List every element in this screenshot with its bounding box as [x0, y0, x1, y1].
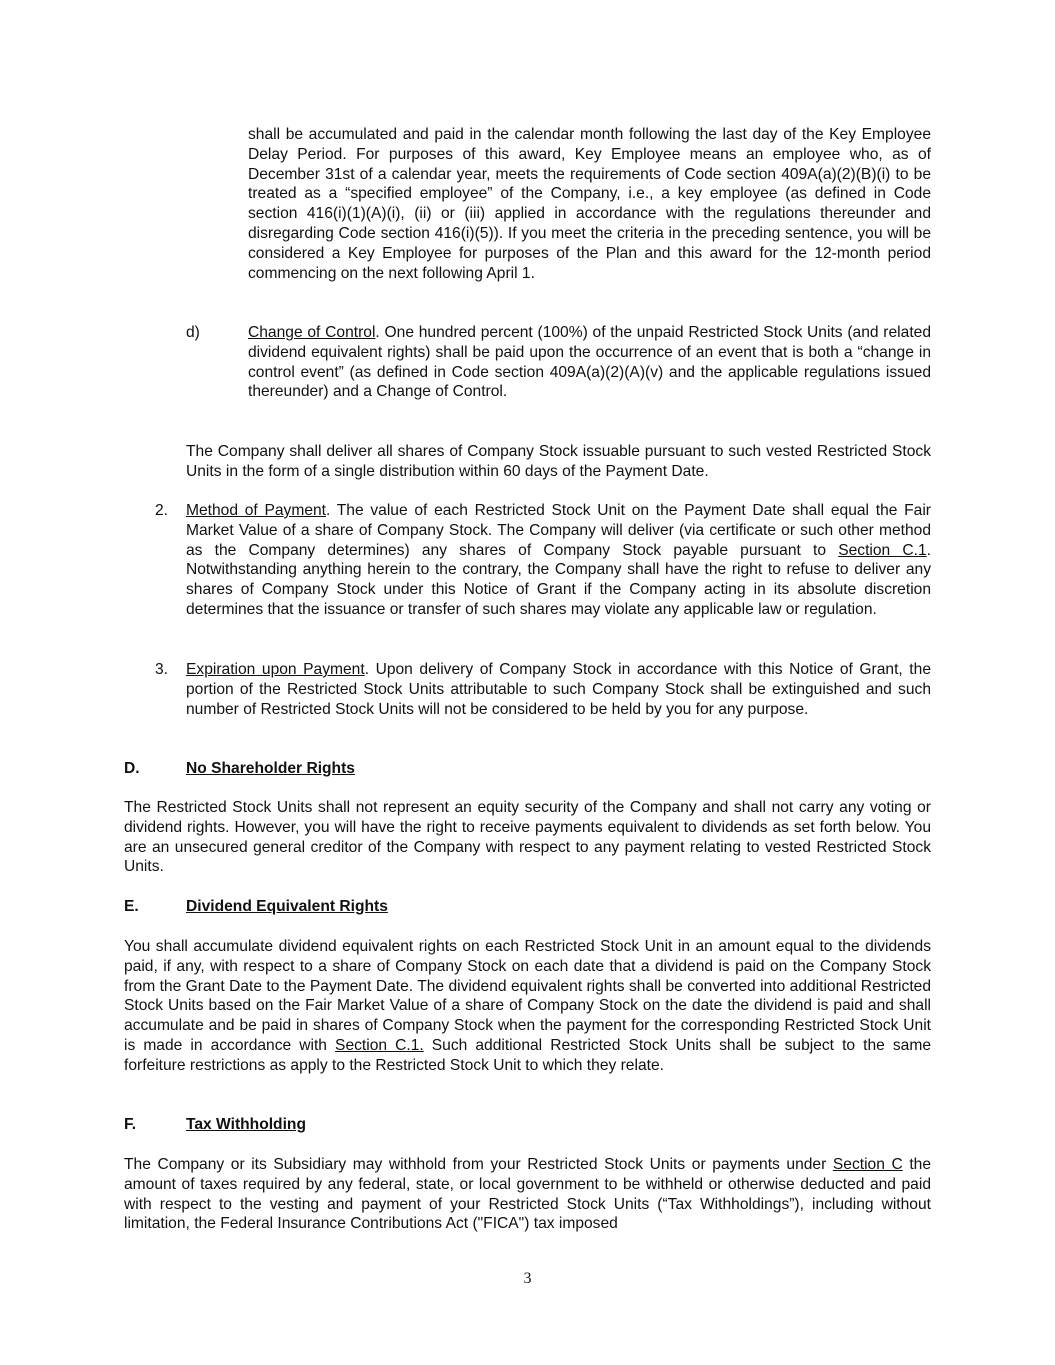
section-e-body-b: Such additional Restricted Stock Units shall be subject to the same forfeiture restrictions as apply to the Restricted Stock Unit to which they relate.: [124, 1036, 931, 1074]
section-f-letter: F.: [124, 1116, 137, 1133]
section-e-body-a: You shall accumulate dividend equivalent rights on each Restricted Stock Unit in an amount equal to the dividends paid, if any, with respect to a share of Company Stock on each date that a dividend is paid on the Company Stock from the Grant Date to the Payment Date. The dividend equivalent rights shall be converted into additional Restricted Stock Units based on the Fair Market Value of a share of Company Stock on the date the dividend is paid and shall accumulate and be paid in shares of Company Stock when the payment for the corresponding Restricted Stock Unit is made in accordance with: [124, 938, 931, 1054]
section-f-heading: [124, 1115, 306, 1135]
page-number: 3: [523, 1270, 532, 1287]
item-d-paragraph: [248, 323, 931, 402]
section-e-reference: Section C.1.: [335, 1036, 424, 1054]
section-d-letter: D.: [124, 760, 140, 777]
item-2-marker: 2.: [155, 502, 169, 519]
item-2-paragraph: [186, 501, 931, 620]
section-f-body-b: the amount of taxes required by any federal, state, or local government to be withheld or otherwise deducted and paid with respect to the vesting and payment of your Restricted Stock Units (“Tax Withholdings”), including without limitation, the Federal Insurance Contributions Act ("FICA") tax imposed: [124, 1156, 931, 1233]
delivery-paragraph: The Company shall deliver all shares of Company Stock issuable pursuant to such vested Restricted Stock Units in the form of a single distribution within 60 days of the Payment Date.: [186, 443, 931, 480]
item-2-text-a: . The value of each Restricted Stock Unit on the Payment Date shall equal the Fair Market Value of a share of Company Stock. The Company will deliver (via certificate or such other method as the Company determines) any shares of Company Stock payable pursuant to: [186, 502, 931, 559]
section-f-body-a: The Company or its Subsidiary may withhold from your Restricted Stock Units or payments under: [124, 1156, 833, 1173]
section-e-heading: [124, 897, 388, 917]
continuation-paragraph: shall be accumulated and paid in the calendar month following the last day of the Key Employee Delay Period. For purposes of this award, Key Employee means an employee who, as of December 31st of a calendar year, meets the requirements of Code section 409A(a)(2)(B)(i) to be treated as a “specified employee” of the Company, i.e., a key employee (as defined in Code section 416(i)(1)(A)(i), (ii) or (iii) applied in accordance with the regulations thereunder and disregarding Code section 416(i)(5)). If you meet the criteria in the preceding sentence, you will be considered a Key Employee for purposes of the Plan and this award for the 12-month period commencing on the next following April 1.: [248, 126, 931, 282]
section-f-reference: Section C: [832, 1156, 903, 1173]
item-2-text-b: . Notwithstanding anything herein to the contrary, the Company shall have the right to refuse to deliver any shares of Company Stock under this Notice of Grant if the Company acting in its absolute discretion determines that the issuance or transfer of such shares may violate any applicable law or regulation.: [186, 541, 931, 618]
section-e-body: [124, 937, 931, 1076]
section-d-title: No Shareholder Rights: [186, 760, 355, 777]
section-f-title: Tax Withholding: [186, 1116, 306, 1133]
item-d-marker: d): [186, 324, 200, 341]
section-c1-reference: Section C.1: [838, 541, 927, 559]
item-3-paragraph: [186, 660, 931, 719]
item-d-text: . One hundred percent (100%) of the unpaid Restricted Stock Units (and related dividend equivalent rights) shall be paid upon the occurrence of an event that is both a “change in control event” (as defined in Code section 409A(a)(2)(A)(v) and the applicable regulations issued thereunder) and a Change of Control.: [248, 324, 931, 401]
section-f-body: [124, 1155, 931, 1234]
section-e-letter: E.: [124, 898, 139, 915]
item-3-title: Expiration upon Payment: [186, 661, 365, 678]
item-3-marker: 3.: [155, 661, 169, 678]
item-3-text: . Upon delivery of Company Stock in accordance with this Notice of Grant, the portion of the Restricted Stock Units attributable to such Company Stock shall be extinguished and such number of Restricted Stock Units will not be considered to be held by you for any purpose.: [186, 661, 931, 718]
section-d-body: The Restricted Stock Units shall not represent an equity security of the Company and shall not carry any voting or dividend rights. However, you will have the right to receive payments equivalent to dividends as set forth below. You are an unsecured general creditor of the Company with respect to any payment relating to vested Restricted Stock Units.: [124, 799, 931, 876]
item-d-title: Change of Control: [248, 324, 376, 341]
section-e-title: Dividend Equivalent Rights: [186, 898, 388, 915]
section-d-heading: [124, 759, 355, 779]
item-2-title: Method of Payment: [186, 502, 326, 519]
